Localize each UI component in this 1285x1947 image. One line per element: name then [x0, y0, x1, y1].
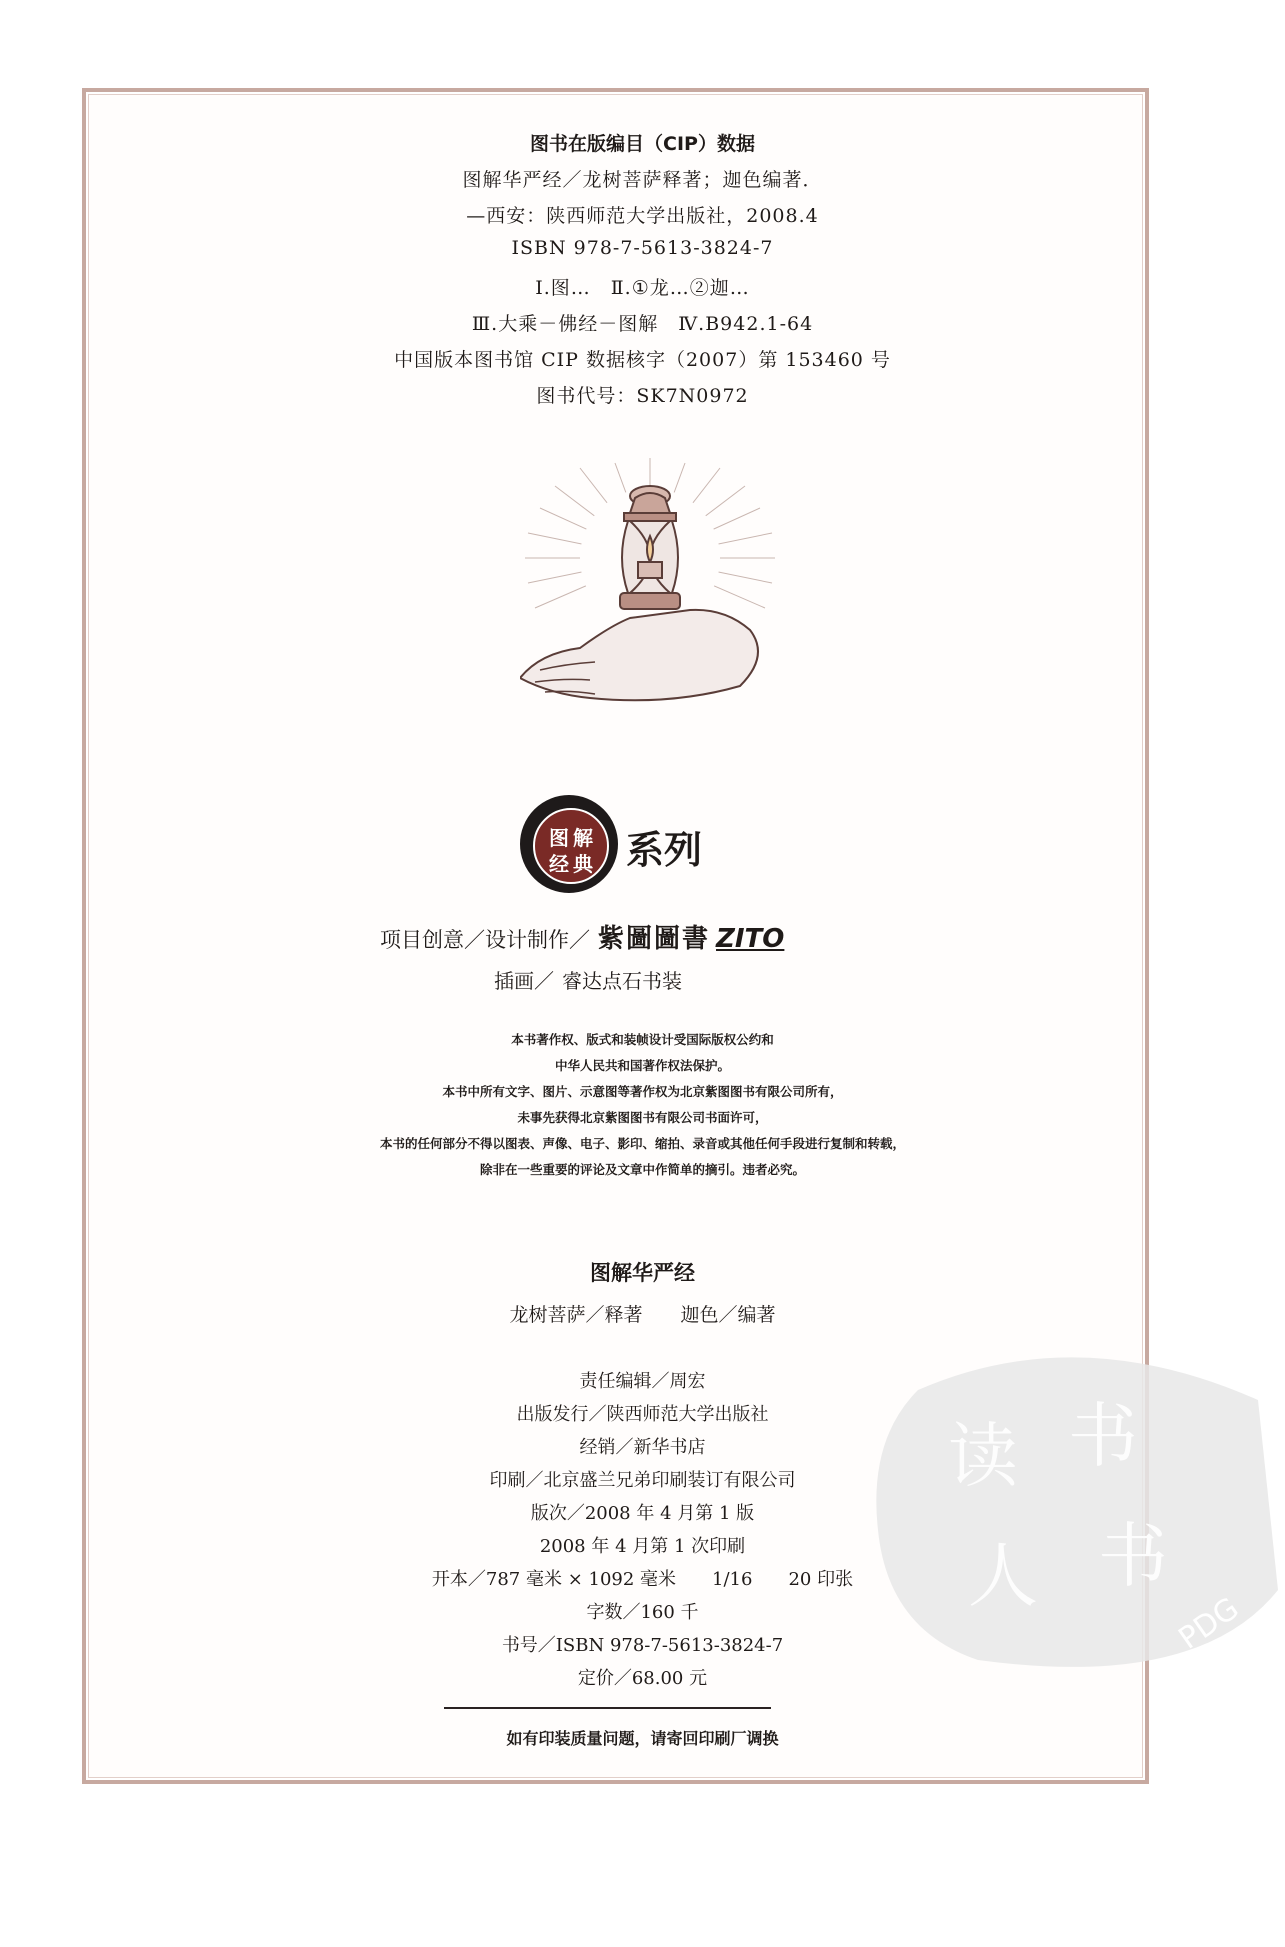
lamp-in-hand-illustration — [520, 458, 780, 718]
cip-line: Ⅰ.图… Ⅱ.①龙…②迦… — [535, 277, 750, 299]
publisher-brand: 紫圖圖書 — [598, 924, 711, 954]
illustration-credit — [494, 965, 682, 994]
publication-info-line: 版次／2008 年 4 月第 1 版 — [530, 1503, 755, 1524]
seal-char: 典 — [573, 852, 593, 876]
publication-info-line: 印刷／北京盛兰兄弟印刷装订有限公司 — [489, 1470, 796, 1491]
copyright-line: 未事先获得北京紫图图书有限公司书面许可， — [517, 1110, 768, 1125]
watermark-char: 书 — [1098, 1515, 1168, 1597]
publication-info-line: 出版发行／陕西师范大学出版社 — [516, 1404, 769, 1425]
watermark-char: 人 — [968, 1535, 1038, 1617]
book-title: 图解华严经 — [590, 1261, 695, 1285]
copyright-line: 本书中所有文字、图片、示意图等著作权为北京紫图图书有限公司所有， — [442, 1084, 843, 1099]
publication-info-line: 2008 年 4 月第 1 次印刷 — [539, 1536, 746, 1557]
illustrator-brand: 睿达点石书装 — [562, 969, 682, 993]
cip-line: Ⅲ.大乘－佛经－图解 Ⅳ.B942.1-64 — [471, 313, 814, 335]
publication-info-line: 经销／新华书店 — [579, 1437, 706, 1458]
publication-info-line: 书号／ISBN 978-7-5613-3824-7 — [501, 1635, 784, 1656]
watermark-text: PDG — [1172, 1590, 1246, 1657]
seal-char: 经 — [549, 852, 569, 876]
cip-line: 图书代号：SK7N0972 — [536, 385, 749, 407]
copyright-line: 本书著作权、版式和装帧设计受国际版权公约和 — [511, 1032, 774, 1047]
publication-info-line: 定价／68.00 元 — [577, 1668, 708, 1689]
watermark-char: 书 — [1068, 1395, 1138, 1477]
cip-line: 中国版本图书馆 CIP 数据核字（2007）第 153460 号 — [394, 349, 891, 371]
series-emblem — [520, 795, 820, 895]
publication-info-line: 开本／787 毫米 × 1092 毫米 1/16 20 印张 — [431, 1569, 854, 1590]
series-seal — [520, 795, 618, 893]
book-authors: 龙树菩萨／释著 迦色／编著 — [509, 1304, 776, 1326]
copyright-line: 除非在一些重要的评论及文章中作简单的摘引。违者必究。 — [479, 1162, 805, 1177]
watermark-char: 读 — [948, 1415, 1018, 1497]
cip-line: 图解华严经／龙树菩萨释著；迦色编著． — [462, 169, 823, 191]
illustration-credit-label: 插画／ — [494, 969, 554, 993]
divider-rule — [444, 1707, 771, 1709]
seal-char: 解 — [573, 826, 593, 850]
design-credit — [380, 918, 784, 955]
design-credit-label: 项目创意／设计制作／ — [380, 928, 590, 952]
pdg-watermark-seal — [858, 1330, 1285, 1710]
publication-info-line: 字数／160 千 — [586, 1602, 699, 1623]
copyright-line: 中华人民共和国著作权法保护。 — [554, 1058, 730, 1073]
zito-logo: ZITO — [716, 924, 785, 954]
copyright-line: 本书的任何部分不得以图表、声像、电子、影印、缩拍、录音或其他任何手段进行复制和转载， — [379, 1136, 905, 1151]
cip-title: 图书在版编目（CIP）数据 — [530, 133, 755, 155]
series-label: 系列 — [626, 828, 703, 872]
publication-info-line: 责任编辑／周宏 — [579, 1371, 706, 1392]
cip-line: —西安：陕西师范大学出版社，2008.4 — [466, 205, 819, 227]
seal-char: 图 — [549, 826, 569, 850]
cip-line: ISBN 978-7-5613-3824-7 — [511, 237, 774, 259]
quality-notice: 如有印装质量问题，请寄回印刷厂调换 — [506, 1729, 779, 1748]
